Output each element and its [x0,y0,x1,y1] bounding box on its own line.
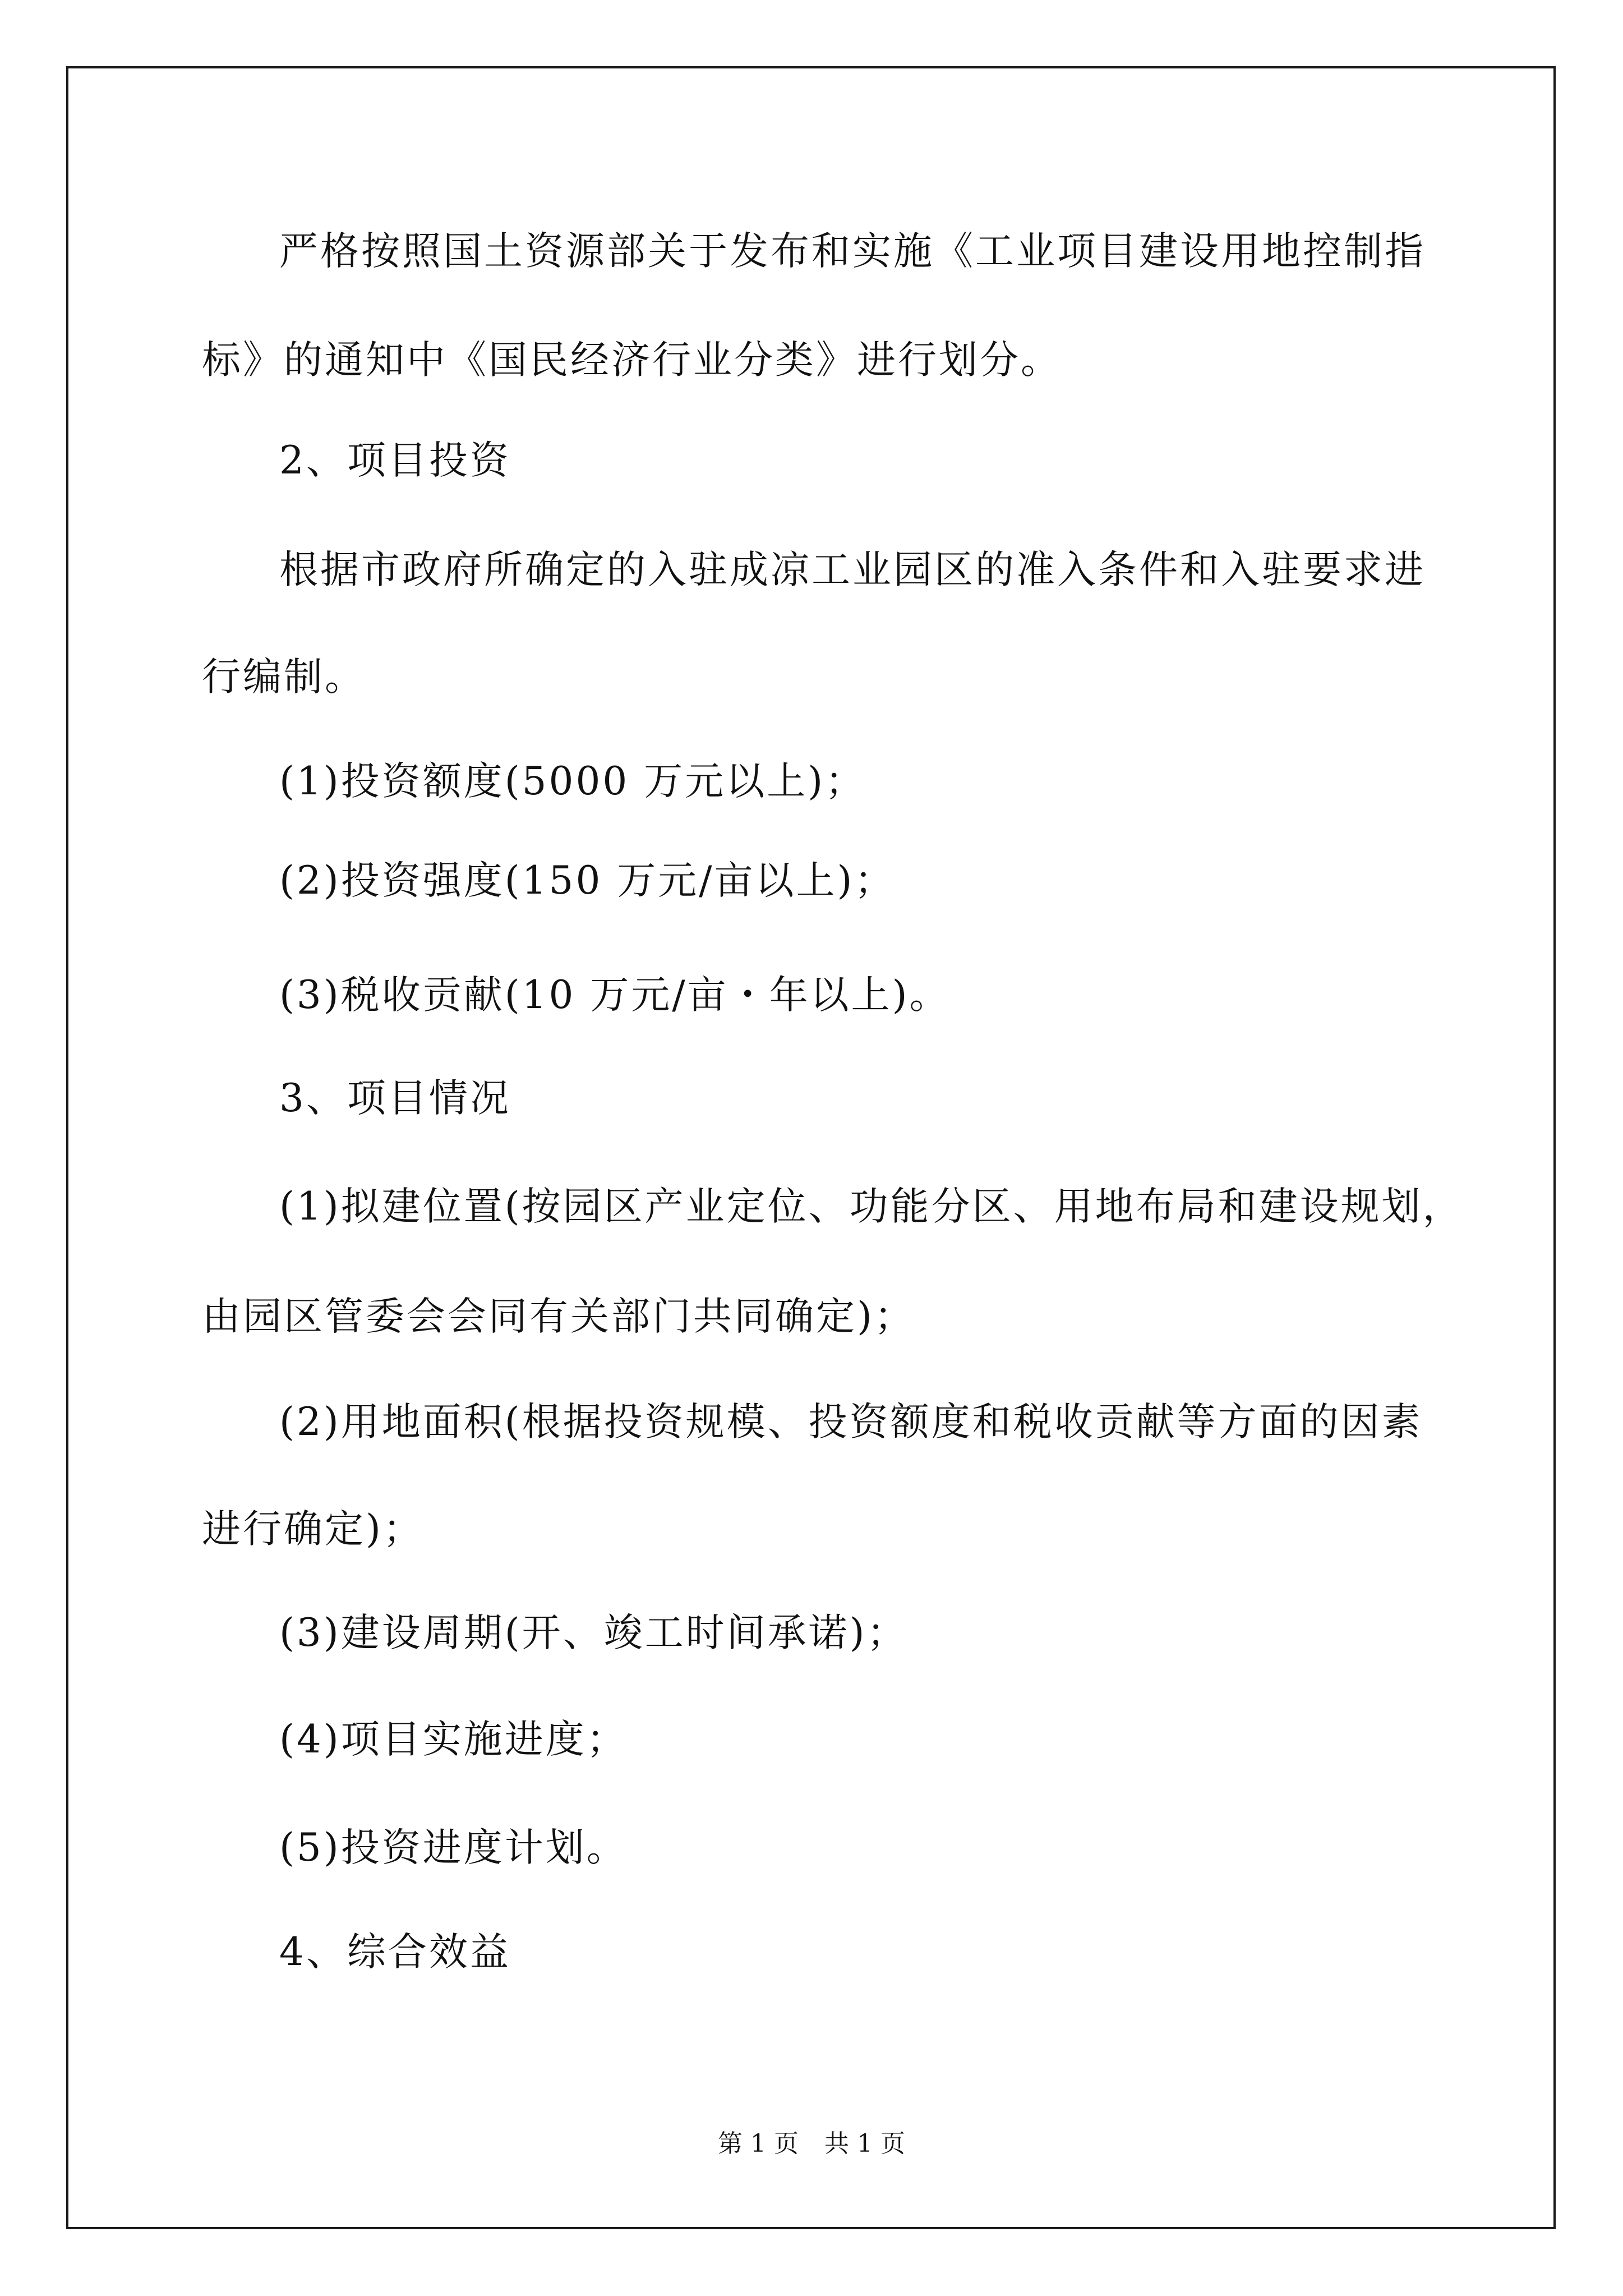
section-heading: 4、综合效益 [279,1930,511,1975]
section-heading: 2、项目投资 [279,438,511,483]
page-number-total: 共 1 页 [824,2129,905,2158]
list-item: 由园区管委会会同有关部门共同确定)； [202,1294,915,1339]
list-item: (5)投资进度计划。 [279,1825,628,1870]
paragraph-line: 根据市政府所确定的入驻成凉工业园区的准入条件和入驻要求进 [279,547,1426,592]
list-item: (2)投资强度(150 万元/亩以上)； [279,858,896,903]
list-item: 进行确定)； [202,1507,424,1552]
paragraph-line: 行编制。 [202,655,366,700]
list-item: (3)建设周期(开、竣工时间承诺)； [279,1611,908,1655]
list-item: (3)税收贡献(10 万元/亩・年以上)。 [279,973,951,1018]
section-heading: 3、项目情况 [279,1076,511,1121]
list-item: (1)投资额度(5000 万元以上)； [279,759,866,804]
list-item: (2)用地面积(根据投资规模、投资额度和税收贡献等方面的因素 [279,1400,1423,1444]
page-footer [0,2127,1623,2161]
paragraph-line: 严格按照国土资源部关于发布和实施《工业项目建设用地控制指 [279,229,1426,274]
list-item: (1)拟建位置(按园区产业定位、功能分区、用地布局和建设规划， [279,1184,1464,1229]
paragraph-line: 标》的通知中《国民经济行业分类》进行划分。 [202,338,1062,383]
list-item: (4)项目实施进度； [279,1717,628,1762]
page-number-current: 第 1 页 [718,2129,799,2158]
page-border [66,66,1556,2229]
